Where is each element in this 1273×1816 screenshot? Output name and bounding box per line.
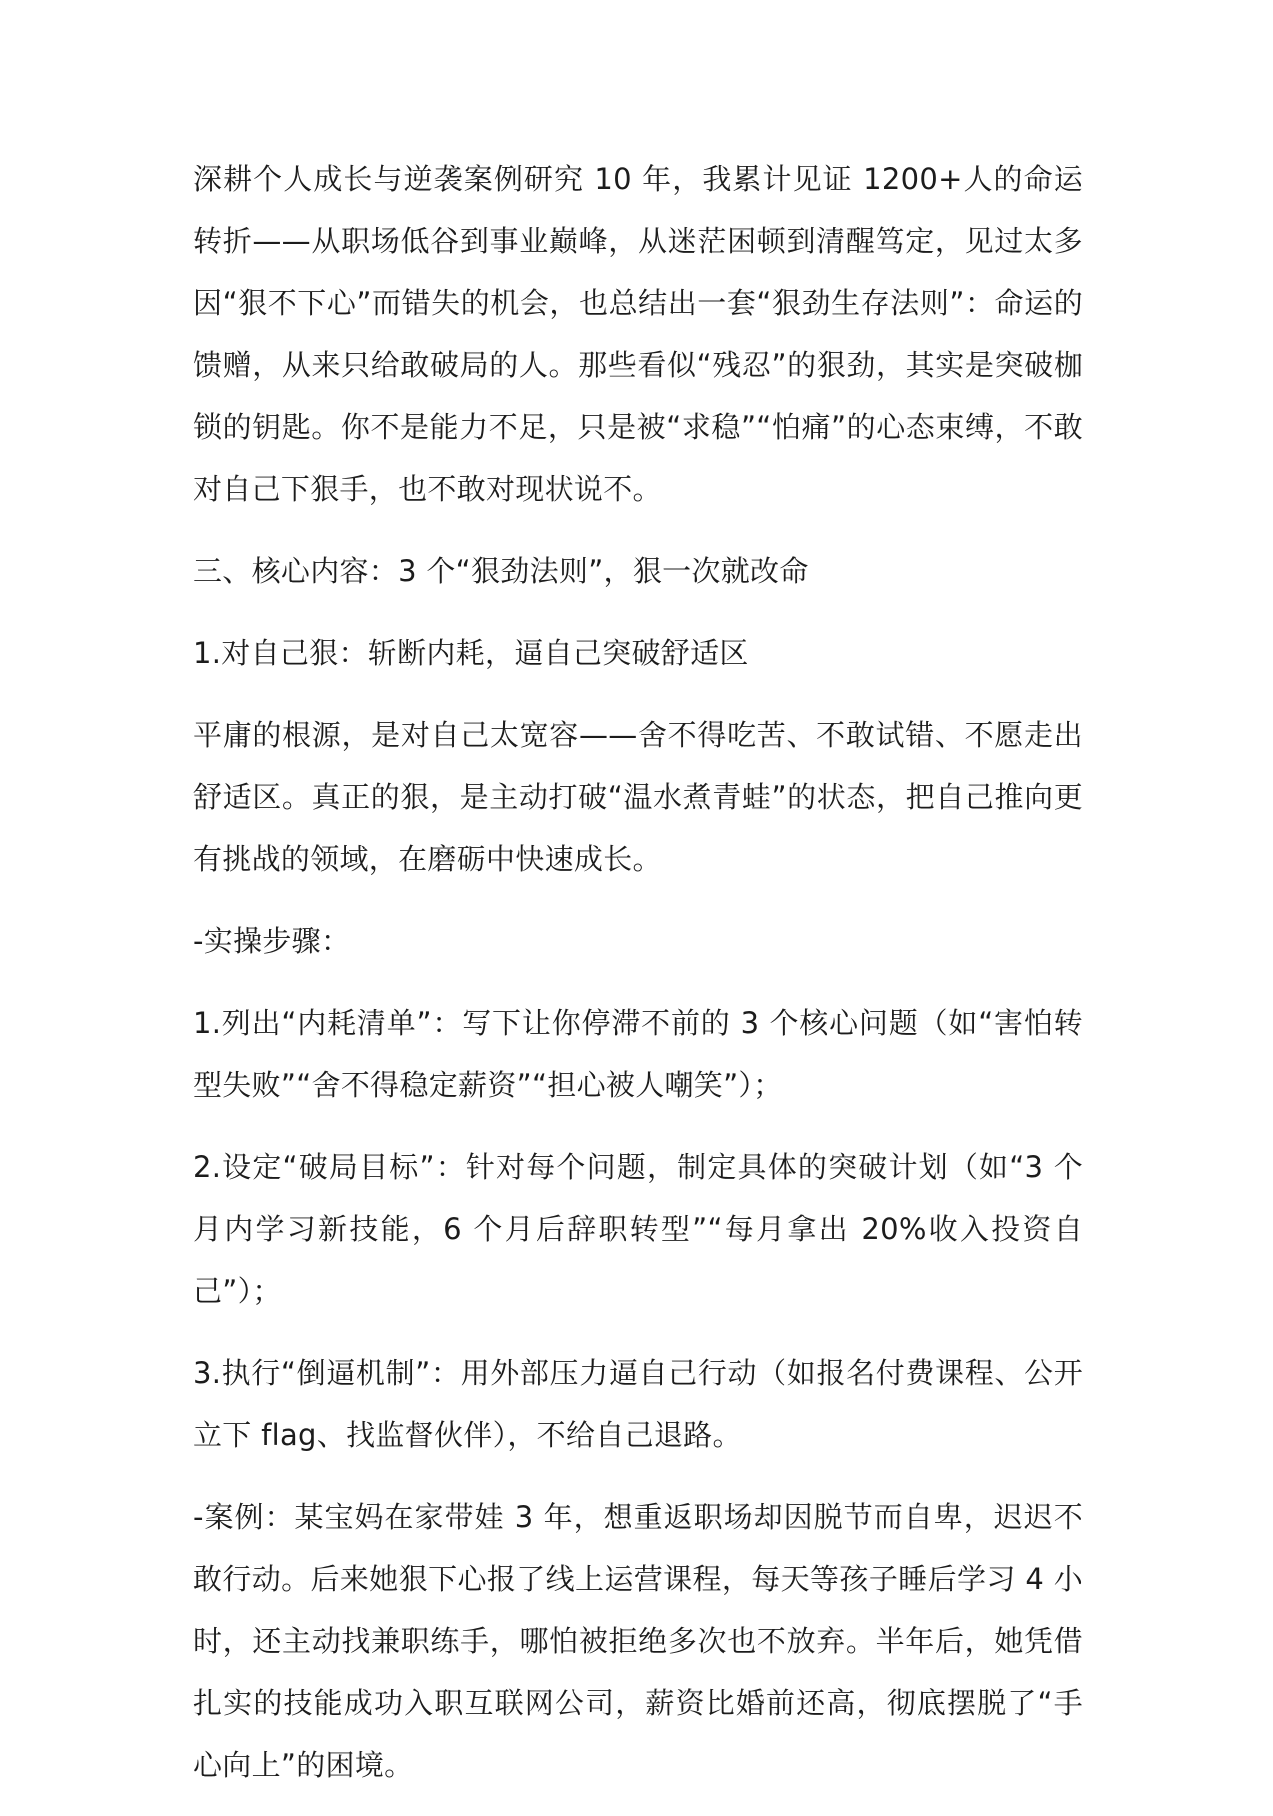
step-item: 3.执行“倒逼机制”：用外部压力逼自己行动（如报名付费课程、公开立下 flag、找监督伙伴），不给自己退路。 <box>193 1356 1083 1452</box>
steps-label: -实操步骤： <box>193 924 351 958</box>
section-heading: 三、核心内容：3 个“狠劲法则”，狠一次就改命 <box>193 554 809 588</box>
intro-paragraph: 深耕个人成长与逆袭案例研究 10 年，我累计见证 1200+人的命运转折——从职场低谷到事业巅峰，从迷茫困顿到清醒笃定，见过太多因“狠不下心”而错失的机会，也总结出一套“狠劲生存法则”：命运的馈赠，从来只给敢破局的人。那些看似“残忍”的狠劲，其实是突破枷锁的钥匙。你不是能力不足，只是被“求稳”“怕痛”的心态束缚，不敢对自己下狠手，也不敢对现状说不。 <box>193 162 1083 506</box>
step-item: 1.列出“内耗清单”：写下让你停滞不前的 3 个核心问题（如“害怕转型失败”“舍不得稳定薪资”“担心被人嘲笑”）； <box>193 1006 1083 1102</box>
step-item: 2.设定“破局目标”：针对每个问题，制定具体的突破计划（如“3 个月内学习新技能，6 个月后辞职转型”“每月拿出 20%收入投资自己”）； <box>193 1150 1083 1308</box>
subsection-heading: 1.对自己狠：斩断内耗，逼自己突破舒适区 <box>193 636 749 670</box>
body-paragraph: 平庸的根源，是对自己太宽容——舍不得吃苦、不敢试错、不愿走出舒适区。真正的狠，是主动打破“温水煮青蛙”的状态，把自己推向更有挑战的领域，在磨砺中快速成长。 <box>193 718 1083 876</box>
case-paragraph: -案例：某宝妈在家带娃 3 年，想重返职场却因脱节而自卑，迟迟不敢行动。后来她狠下心报了线上运营课程，每天等孩子睡后学习 4 小时，还主动找兼职练手，哪怕被拒绝多次也不放弃。半年后，她凭借扎实的技能成功入职互联网公司，薪资比婚前还高，彻底摆脱了“手心向上”的困境。 <box>193 1500 1083 1782</box>
document-body <box>193 148 1083 1816</box>
